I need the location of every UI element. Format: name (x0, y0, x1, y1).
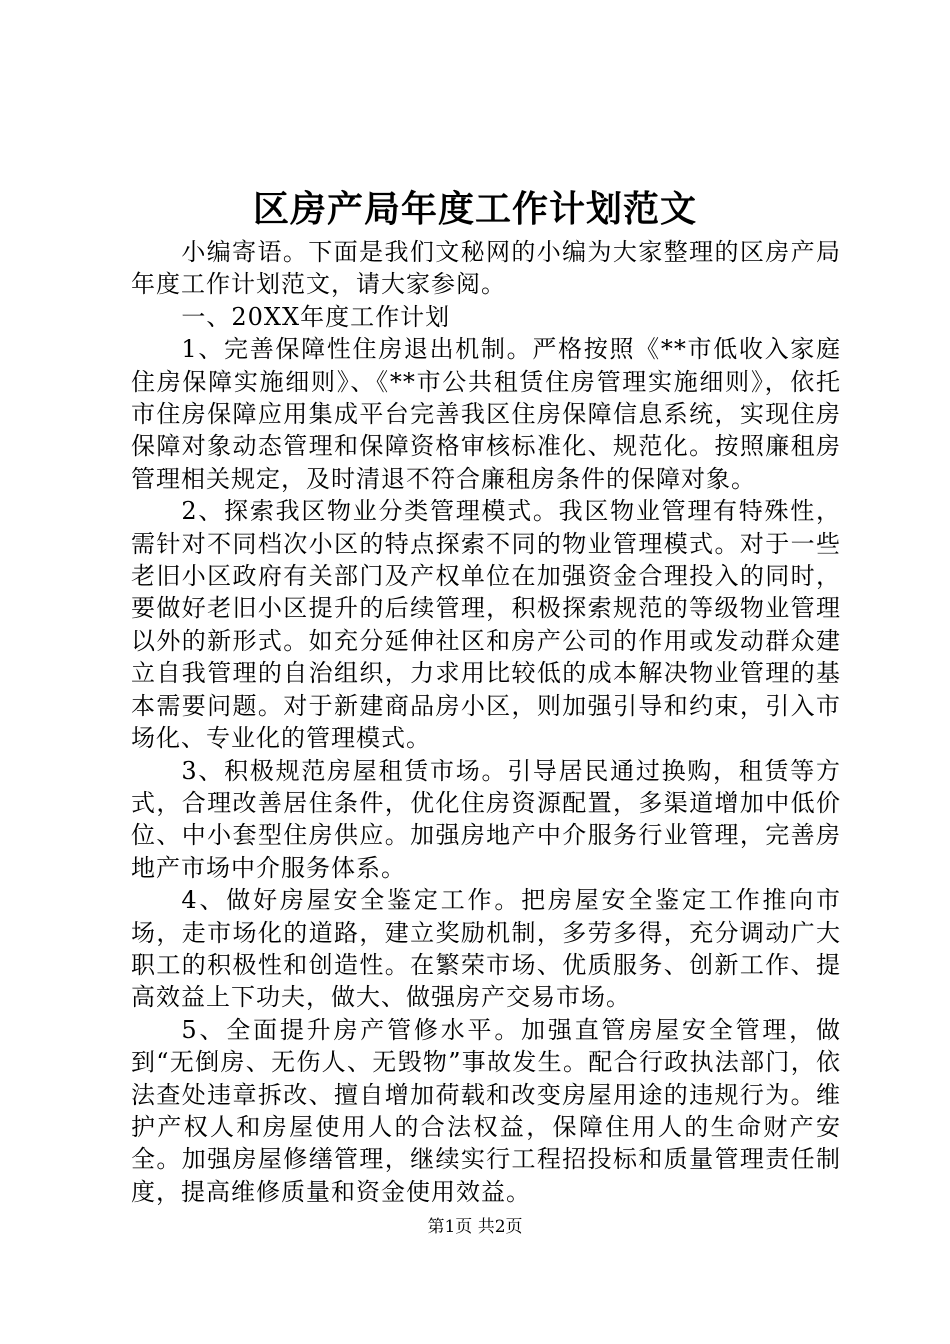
page-title: 区房产局年度工作计划范文 (252, 188, 697, 230)
paragraph-item-2: 2、探索我区物业分类管理模式。我区物业管理有特殊性，需针对不同档次小区的特点探索不同的物业管理模式。对于一些老旧小区政府有关部门及产权单位在加强资金合理投入的同时，要做好老旧小区提升的后续管理，积极探索规范的等级物业管理以外的新形式。如充分延伸社区和房产公司的作用或发动群众建立自我管理的自治组织，力求用比较低的成本解决物业管理的基本需要问题。对于新建商品房小区，则加强引导和约束，引入市场化、专业化的管理模式。 (131, 497, 841, 753)
paragraph-item-5: 5、全面提升房产管修水平。加强直管房屋安全管理，做到“无倒房、无伤人、无毁物”事故发生。配合行政执法部门，依法查处违章拆改、擅自增加荷载和改变房屋用途的违规行为。维护产权人和房屋使用人的合法权益，保障住用人的生命财产安全。加强房屋修缮管理，继续实行工程招投标和质量管理责任制度，提高维修质量和资金使用效益。 (131, 1015, 841, 1206)
document-body (131, 236, 841, 1208)
section-heading: 一、20XX年度工作计划 (181, 302, 451, 331)
paragraph-item-1: 1、完善保障性住房退出机制。严格按照《**市低收入家庭住房保障实施细则》、《**市公共租赁住房管理实施细则》，依托市住房保障应用集成平台完善我区住房保障信息系统，实现住房保障对象动态管理和保障资格审核标准化、规范化。按照廉租房管理相关规定，及时清退不符合廉租房条件的保障对象。 (131, 335, 841, 493)
page-footer: 第1页 共2页 (427, 1217, 523, 1237)
paragraph-item-3: 3、积极规范房屋租赁市场。引导居民通过换购，租赁等方式，合理改善居住条件，优化住房资源配置，多渠道增加中低价位、中小套型住房供应。加强房地产中介服务行业管理，完善房地产市场中介服务体系。 (131, 756, 841, 882)
paragraph-item-4: 4、做好房屋安全鉴定工作。把房屋安全鉴定工作推向市场，走市场化的道路，建立奖励机制，多劳多得，充分调动广大职工的积极性和创造性。在繁荣市场、优质服务、创新工作、提高效益上下功夫，做大、做强房产交易市场。 (131, 886, 841, 1012)
paragraph-intro: 小编寄语。下面是我们文秘网的小编为大家整理的区房产局年度工作计划范文，请大家参阅。 (131, 238, 841, 299)
